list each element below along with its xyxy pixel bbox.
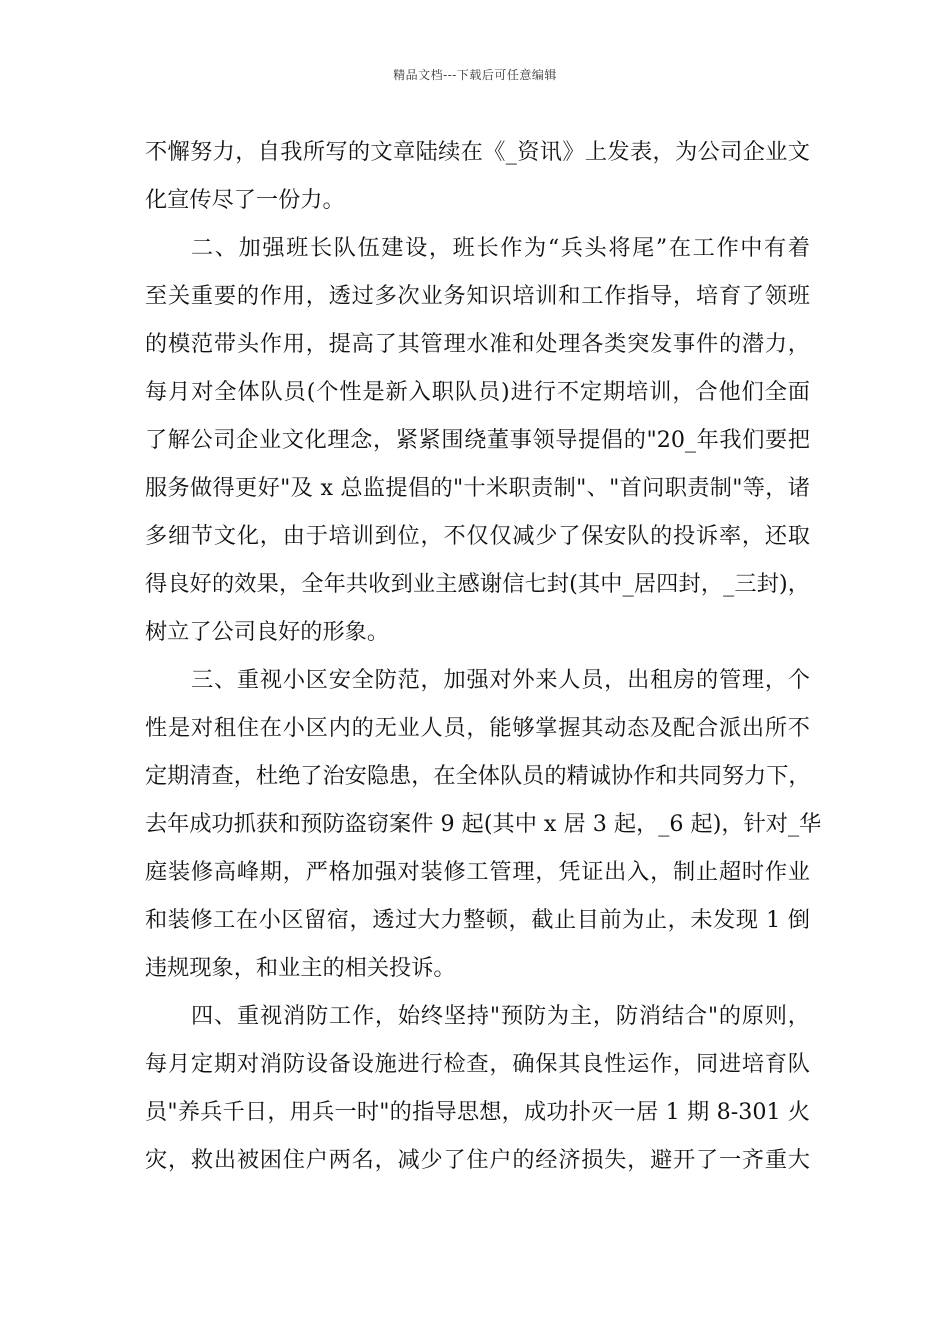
text-line: 每月对全体队员(个性是新入职队员)进行不定期培训，合他们全面 (145, 379, 810, 405)
text-line: 庭装修高峰期，严格加强对装修工管理，凭证出入，制止超时作业 (145, 859, 810, 885)
text-line: 得良好的效果，全年共收到业主感谢信七封(其中_居四封，_三封)， (145, 571, 810, 597)
text-line: 了解公司企业文化理念，紧紧围绕董事领导提倡的"20_年我们要把 (145, 427, 810, 453)
text-line: 和装修工在小区留宿，透过大力整顿，截止目前为止，未发现 1 倒 (145, 907, 810, 933)
text-line: 去年成功抓获和预防盗窃案件 9 起(其中 x 居 3 起，_6 起)，针对_华 (145, 811, 822, 837)
text-line: 树立了公司良好的形象。 (145, 619, 390, 645)
text-line: 定期清查，杜绝了治安隐患，在全体队员的精诚协作和共同努力下， (145, 763, 811, 789)
text-line: 违规现象，和业主的相关投诉。 (145, 955, 456, 981)
paragraph-start-line: 三、重视小区安全防范，加强对外来人员，出租房的管理，个 (191, 667, 810, 693)
text-line: 多细节文化，由于培训到位，不仅仅减少了保安队的投诉率，还取 (145, 523, 810, 549)
text-line: 的模范带头作用，提高了其管理水准和处理各类突发事件的潜力， (145, 331, 810, 357)
text-line: 每月定期对消防设备设施进行检查，确保其良性运作，同进培育队 (145, 1051, 810, 1077)
text-line: 服务做得更好"及 x 总监提倡的"十米职责制"、"首问职责制"等，诸 (145, 475, 810, 501)
paragraph-start-line: 四、重视消防工作，始终坚持"预防为主，防消结合"的原则， (191, 1003, 810, 1029)
text-line: 化宣传尽了一份力。 (145, 187, 345, 213)
text-line: 至关重要的作用，透过多次业务知识培训和工作指导，培育了领班 (145, 283, 810, 309)
body-text (145, 128, 822, 1184)
text-line: 灾，救出被困住户两名，减少了住户的经济损失，避开了一齐重大 (145, 1147, 810, 1173)
page-header: 精品文档---下载后可任意编辑 (393, 68, 557, 82)
text-line: 员"养兵千日，用兵一时"的指导思想，成功扑灭一居 1 期 8-301 火 (145, 1099, 810, 1125)
paragraph-start-line: 二、加强班长队伍建设，班长作为“兵头将尾”在工作中有着 (191, 235, 810, 261)
text-line: 性是对租住在小区内的无业人员，能够掌握其动态及配合派出所不 (145, 715, 810, 741)
text-line: 不懈努力，自我所写的文章陆续在《_资讯》上发表，为公司企业文 (145, 139, 810, 165)
